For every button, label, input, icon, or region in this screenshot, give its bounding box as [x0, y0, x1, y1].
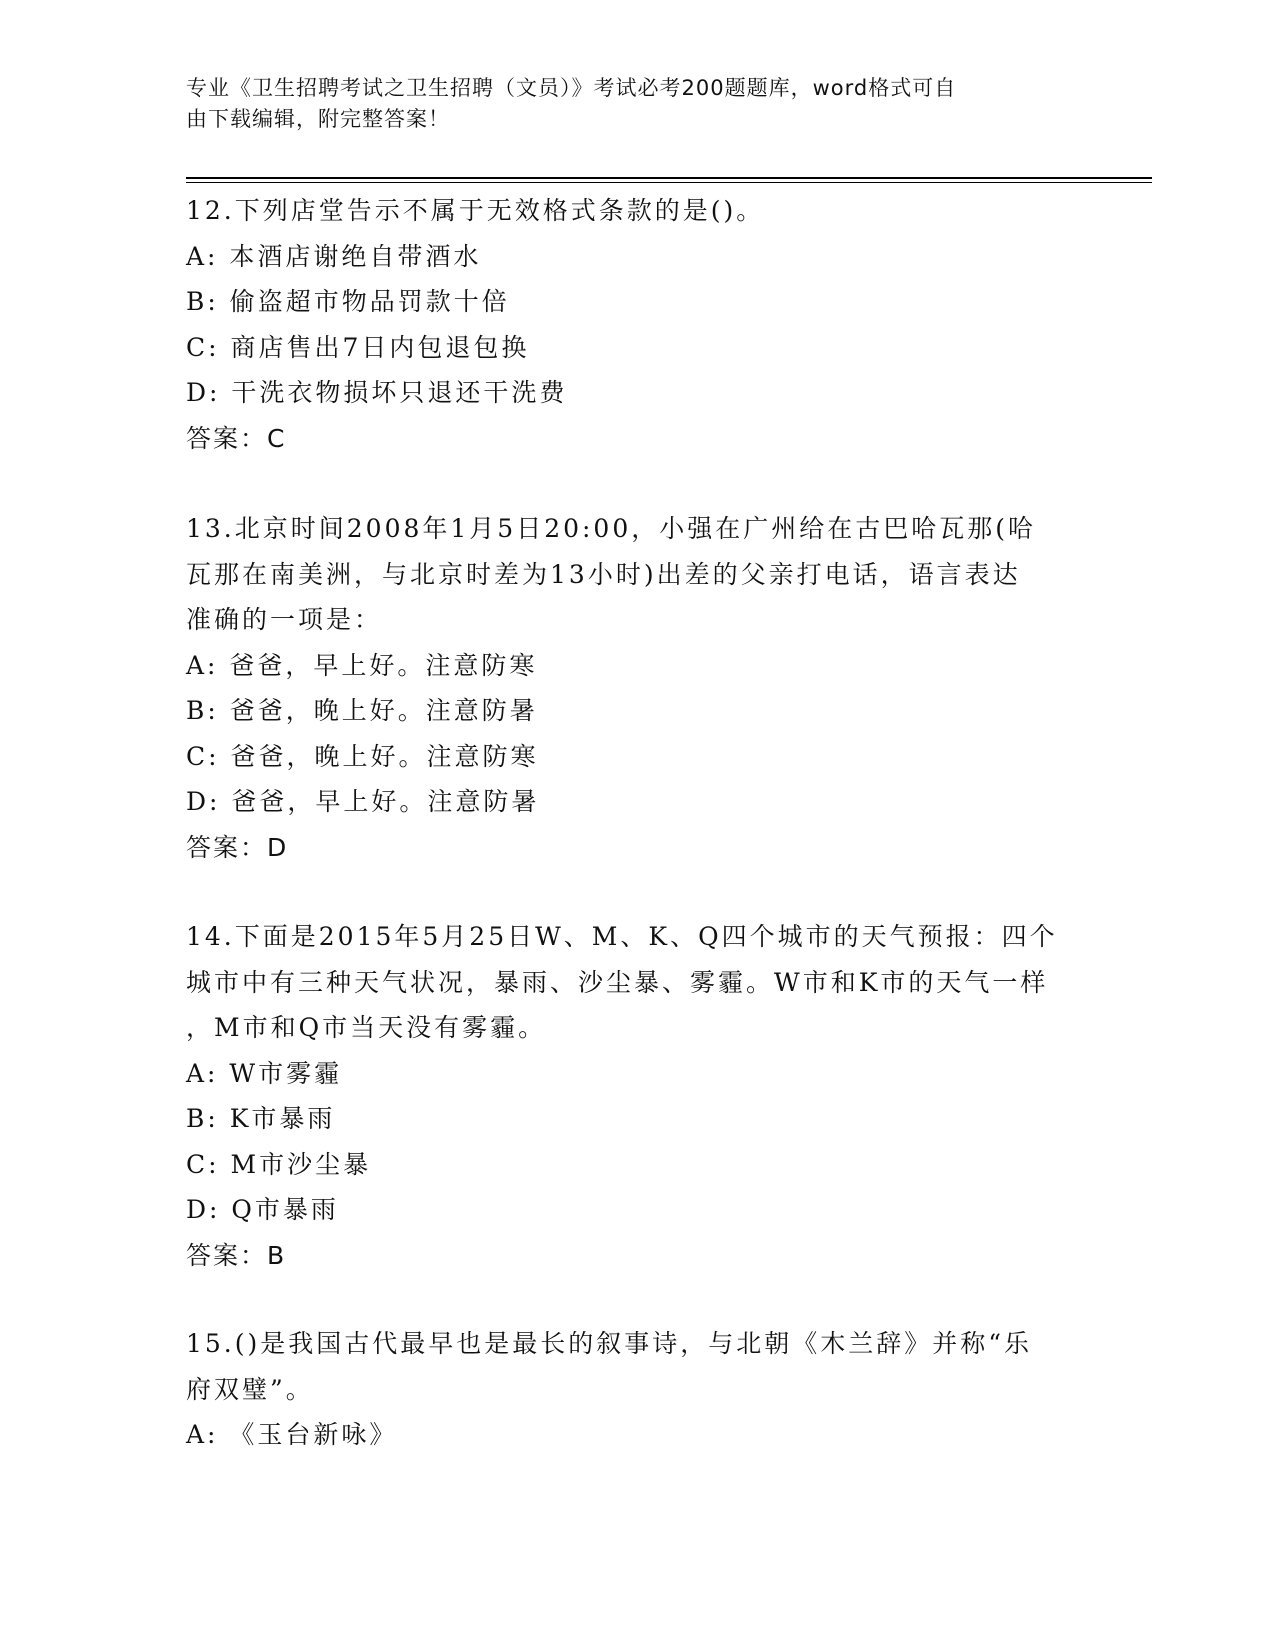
question-13: [186, 506, 1086, 870]
question-stem: 城市中有三种天气状况，暴雨、沙尘暴、雾霾。W市和K市的天气一样: [186, 967, 1049, 997]
answer-line: 答案：D: [186, 832, 289, 862]
answer-line: 答案：C: [186, 423, 287, 453]
question-stem: 15.()是我国古代最早也是最长的叙事诗，与北朝《木兰辞》并称“乐: [186, 1329, 1033, 1358]
option-b: B: 爸爸，晚上好。注意防暑: [186, 696, 538, 725]
document-header: [186, 73, 1066, 135]
question-14: [186, 914, 1086, 1278]
option-a: A: 《玉台新咏》: [186, 1420, 398, 1449]
question-stem: 12.下列店堂告示不属于无效格式条款的是()。: [186, 196, 765, 225]
option-a: A: 爸爸，早上好。注意防寒: [186, 650, 538, 680]
option-c: C: 爸爸，晚上好。注意防寒: [186, 741, 539, 771]
question-stem: 14.下面是2015年5月25日W、M、K、Q四个城市的天气预报：四个: [186, 922, 1058, 951]
header-line-2: 由下载编辑，附完整答案！: [186, 107, 450, 131]
header-line-1: 专业《卫生招聘考试之卫生招聘（文员）》考试必考200题题库，word格式可自: [186, 76, 957, 100]
question-stem: 准确的一项是：: [186, 605, 383, 634]
question-15: [186, 1321, 1086, 1458]
question-stem: 瓦那在南美洲，与北京时差为13小时)出差的父亲打电话，语言表达: [186, 559, 1021, 589]
question-stem: 13.北京时间2008年1月5日20:00，小强在广州给在古巴哈瓦那(哈: [186, 514, 1036, 543]
option-b: B: K市暴雨: [186, 1104, 336, 1133]
question-stem: 府双璧”。: [186, 1374, 314, 1404]
option-c: C: 商店售出7日内包退包换: [186, 332, 530, 362]
header-divider-thick: [186, 177, 1152, 179]
question-stem: ，M市和Q市当天没有雾霾。: [186, 1013, 547, 1042]
option-c: C: M市沙尘暴: [186, 1149, 372, 1179]
option-d: D: 干洗衣物损坏只退还干洗费: [186, 378, 568, 407]
option-b: B: 偷盗超市物品罚款十倍: [186, 287, 510, 316]
question-12: [186, 188, 1086, 461]
option-a: A: 本酒店谢绝自带酒水: [186, 241, 482, 271]
option-d: D: Q市暴雨: [186, 1195, 339, 1224]
option-d: D: 爸爸，早上好。注意防暑: [186, 787, 540, 816]
header-divider-thin: [186, 182, 1152, 183]
answer-line: 答案：B: [186, 1240, 287, 1270]
option-a: A: W市雾霾: [186, 1058, 343, 1088]
